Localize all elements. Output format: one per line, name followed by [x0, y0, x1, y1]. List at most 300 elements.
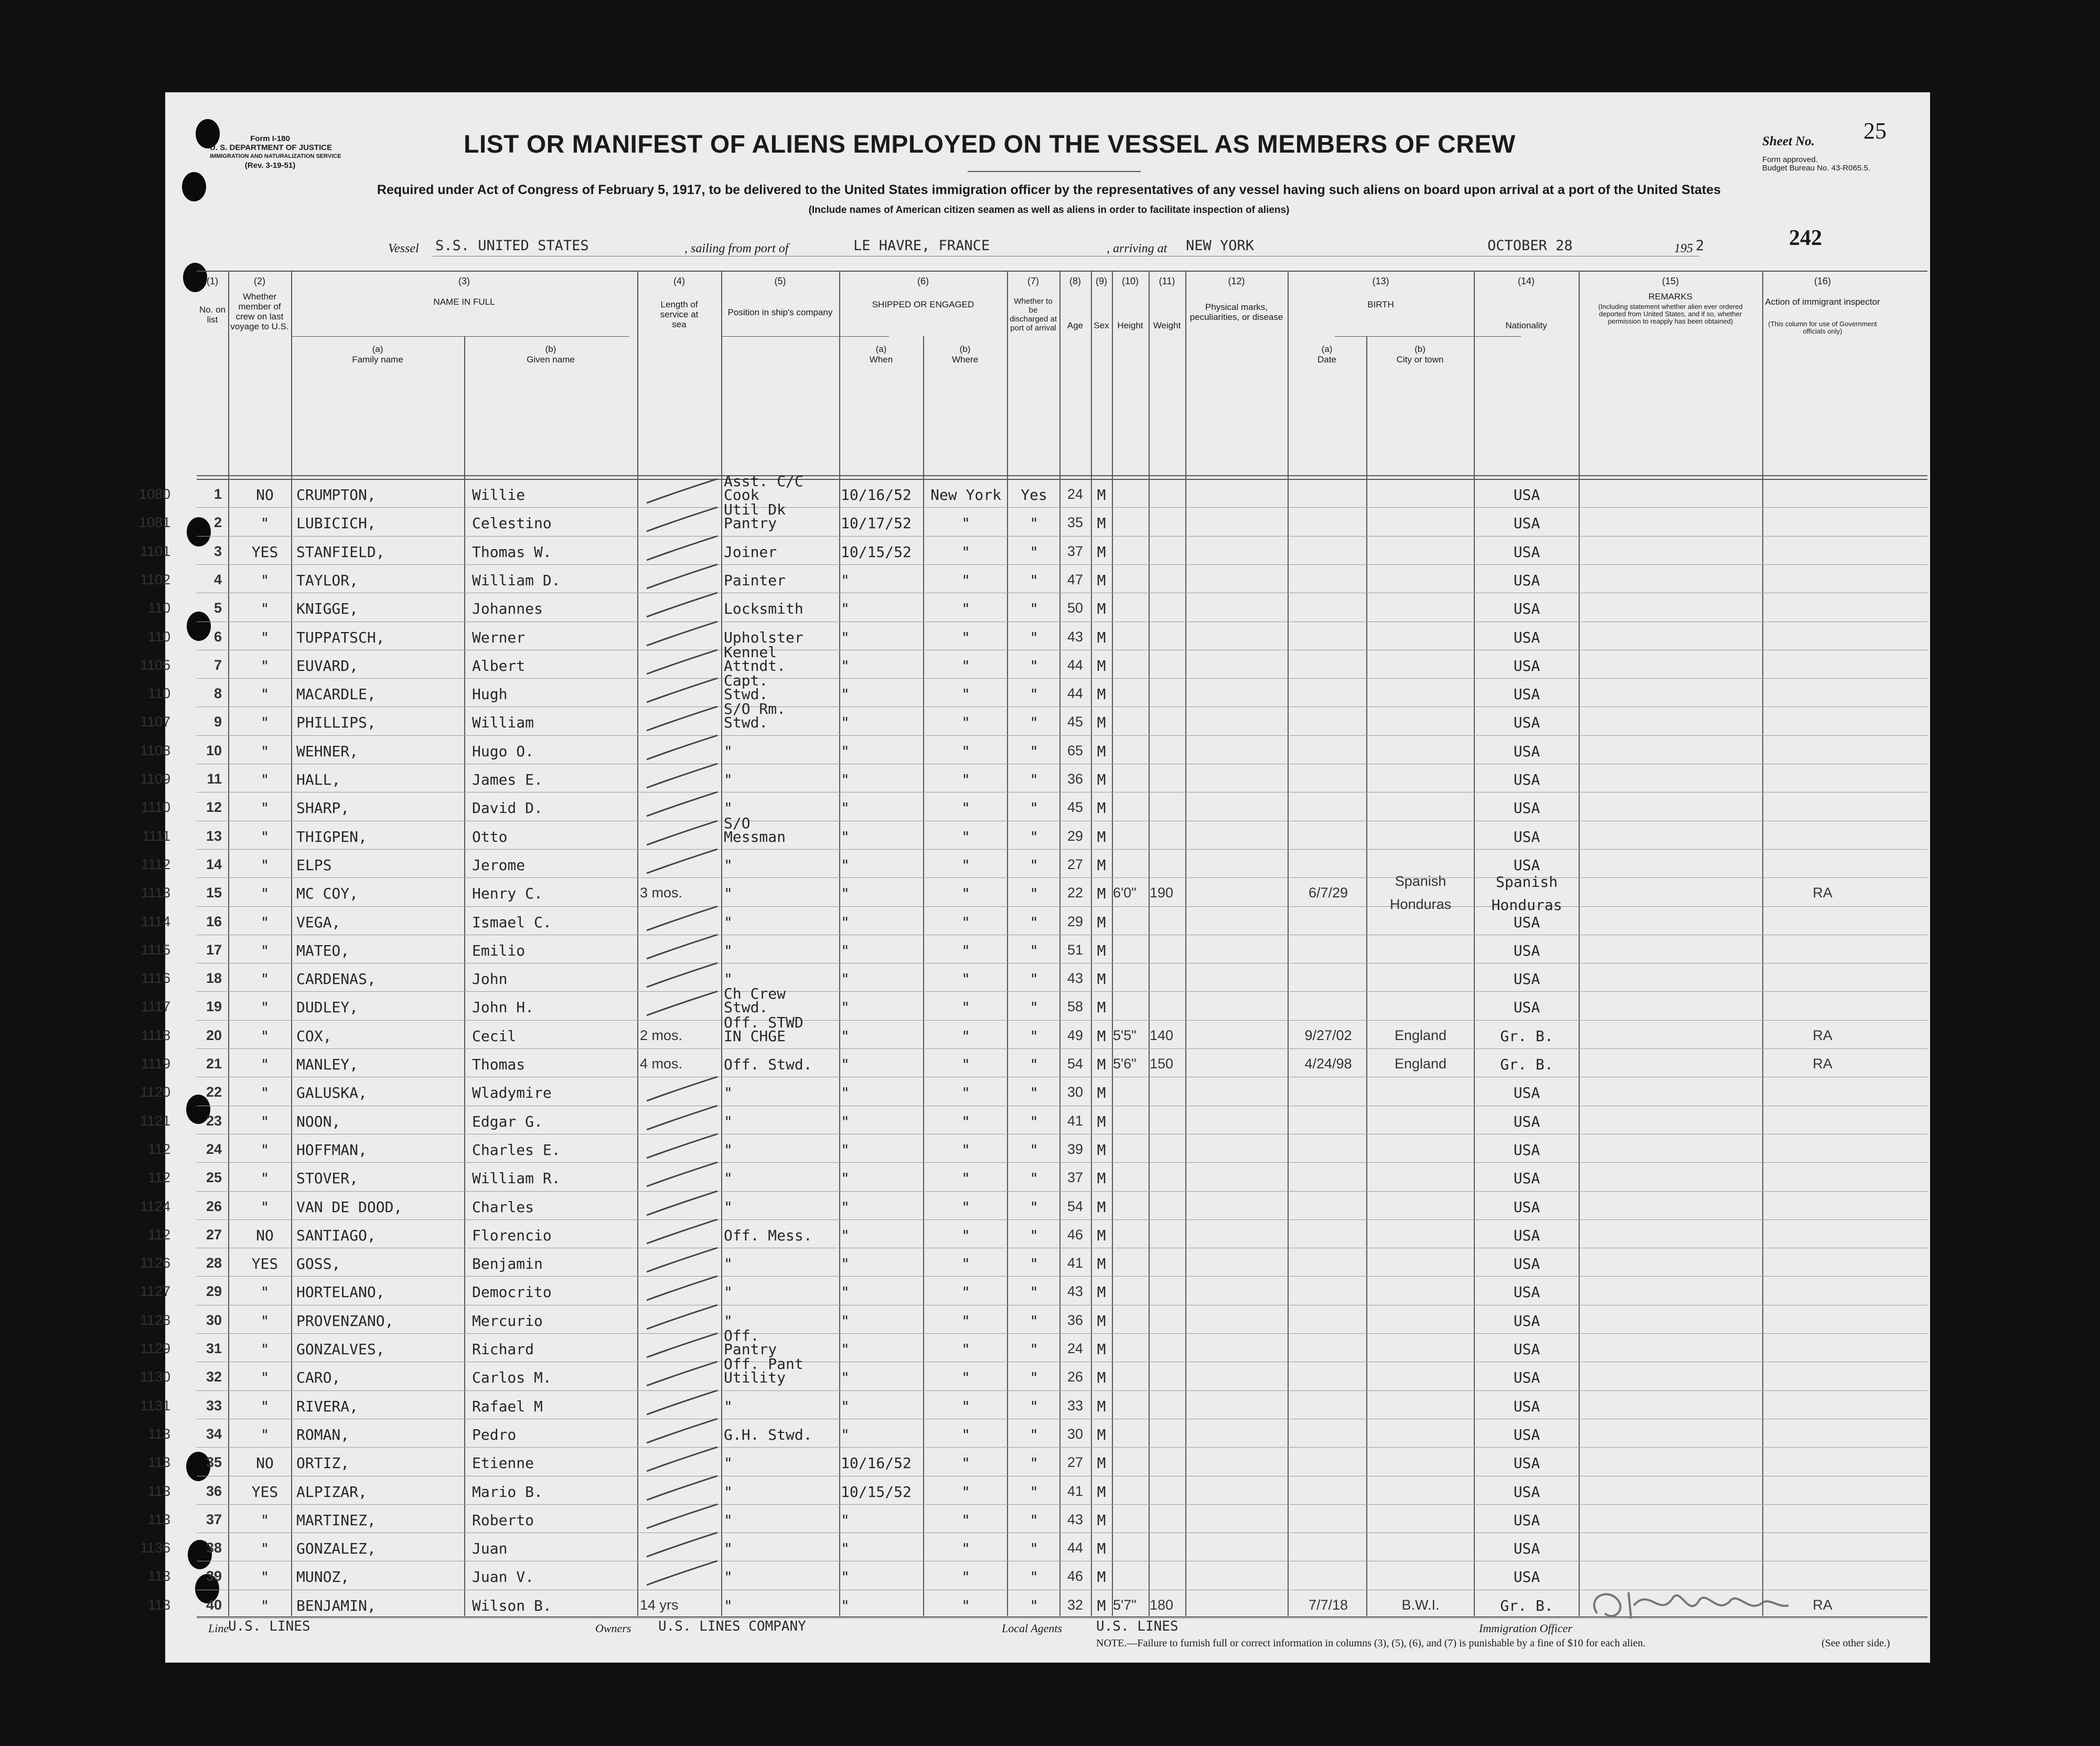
cell-pos2: " — [724, 1084, 733, 1102]
cell-pos2: " — [724, 1198, 733, 1216]
cell-where: New York — [930, 486, 1001, 504]
cell-pos2: " — [724, 1483, 733, 1501]
cell-last: " — [260, 1027, 270, 1045]
table-row — [141, 1048, 1927, 1077]
page-subtitle: Required under Act of Congress of February 5, 1917, to be delivered to the United States immigration officer by the representatives of any vessel having such aliens on board upon arrival at a port of the United States — [377, 183, 1721, 197]
cell-bdate: 9/27/02 — [1304, 1027, 1352, 1043]
list-ref-number: 112 — [147, 1170, 170, 1186]
cell-service: 2 mos. — [640, 1027, 683, 1043]
cell-pos2: " — [724, 856, 733, 874]
cell-nat: USA — [1513, 828, 1540, 845]
cell-nat: Gr. B. — [1500, 1056, 1553, 1073]
col-11-number: (11) — [1159, 276, 1175, 286]
cell-when: " — [841, 1597, 850, 1614]
col-13a-number: (a) — [1321, 344, 1333, 354]
table-row — [141, 963, 1927, 991]
col-15-header: REMARKS — [1648, 292, 1693, 302]
sailing-from-label: , sailing from port of — [684, 242, 789, 255]
cell-disch: " — [1030, 1312, 1038, 1330]
cell-family: GALUSKA, — [296, 1084, 367, 1102]
cell-given: David D. — [472, 799, 543, 817]
cell-pos2: " — [724, 1511, 733, 1529]
cell-disch: " — [1030, 714, 1038, 732]
cell-age: 30 — [1067, 1084, 1084, 1100]
cell-no: 13 — [206, 828, 222, 844]
budget-bureau-no: Budget Bureau No. 43-R065.5. — [1762, 164, 1870, 173]
cell-disch: " — [1030, 742, 1038, 760]
cell-disch: " — [1030, 628, 1038, 646]
check-stroke-icon — [641, 846, 720, 877]
col-6-header: SHIPPED OR ENGAGED — [872, 299, 974, 309]
cell-pos2: " — [724, 1112, 733, 1130]
cell-where: " — [961, 941, 970, 959]
cell-pos2: " — [724, 970, 733, 988]
cell-height: 5'5" — [1113, 1027, 1137, 1043]
cell-given: Werner — [472, 628, 526, 646]
cell-disch: " — [1030, 1141, 1038, 1159]
cell-age: 30 — [1067, 1426, 1084, 1442]
cell-last: " — [260, 628, 270, 646]
header-bottom-border-1 — [197, 475, 1927, 476]
cell-age: 43 — [1067, 1511, 1084, 1527]
cell-nat: USA — [1513, 1341, 1540, 1358]
cell-age: 27 — [1067, 856, 1084, 872]
cell-pos2: " — [724, 1283, 733, 1301]
cell-given: Edgar G. — [472, 1112, 543, 1130]
cell-given: James E. — [472, 771, 543, 788]
col-7-header: Whether to be discharged at port of arrival — [1009, 297, 1057, 333]
cell-age: 26 — [1067, 1369, 1084, 1385]
cell-family: DUDLEY, — [296, 999, 359, 1016]
col-12-number: (12) — [1228, 276, 1245, 286]
list-ref-number: 1115 — [141, 941, 170, 958]
cell-age: 50 — [1067, 600, 1084, 616]
cell-family: HORTELANO, — [296, 1283, 385, 1301]
cell-age: 36 — [1067, 771, 1084, 787]
cell-given: Juan V. — [472, 1568, 534, 1586]
cell-last: " — [260, 1283, 270, 1301]
cell-when: 10/15/52 — [841, 1483, 912, 1501]
cell-when: " — [841, 1170, 850, 1187]
cell-disch: " — [1030, 1027, 1038, 1045]
check-stroke-icon — [641, 1330, 720, 1362]
table-row — [147, 622, 1927, 650]
arriving-label: , arriving at — [1107, 242, 1167, 255]
check-stroke-icon — [641, 561, 720, 593]
table-row — [140, 764, 1927, 792]
list-ref-number: 1126 — [140, 1255, 170, 1271]
cell-nat: USA — [1513, 571, 1540, 589]
cell-no: 15 — [206, 885, 222, 901]
list-ref-number: 1121 — [140, 1112, 170, 1129]
cell-pos1: S/O — [724, 814, 751, 832]
cell-no: 2 — [213, 515, 222, 531]
cell-family: EUVARD, — [296, 657, 359, 674]
cell-nat: USA — [1513, 1170, 1540, 1187]
cell-no: 6 — [213, 628, 222, 645]
cell-nat: USA — [1513, 628, 1540, 646]
form-number-block — [210, 134, 341, 170]
cell-disch: " — [1030, 515, 1038, 532]
form-department: U. S. DEPARTMENT OF JUSTICE — [210, 143, 333, 152]
table-row — [140, 1077, 1927, 1105]
list-ref-number: 1129 — [140, 1341, 170, 1356]
check-stroke-icon — [641, 590, 720, 621]
cell-family: GONZALVES, — [296, 1341, 385, 1358]
cell-family: ROMAN, — [296, 1426, 350, 1443]
check-stroke-icon — [641, 1273, 720, 1304]
cell-age: 29 — [1067, 828, 1084, 844]
cell-weight: 140 — [1150, 1027, 1174, 1043]
sheet-number-label: Sheet No. — [1762, 134, 1815, 148]
cell-age: 24 — [1067, 486, 1084, 502]
cell-last: " — [260, 941, 270, 959]
cell-family: TUPPATSCH, — [296, 628, 385, 646]
cell-given: Albert — [472, 657, 526, 674]
cell-where: " — [961, 657, 970, 674]
list-ref-number: 1124 — [140, 1198, 170, 1214]
list-ref-number: 110 — [147, 628, 170, 645]
list-ref-number: 1102 — [140, 571, 170, 587]
col-1-header: No. on list — [199, 305, 226, 325]
cell-family: CARDENAS, — [296, 970, 376, 988]
check-stroke-icon — [641, 1444, 720, 1475]
col-1-number: (1) — [207, 276, 218, 286]
cell-disch: " — [1030, 1283, 1038, 1301]
cell-given: Willie — [472, 486, 526, 504]
cell-nat: Gr. B. — [1500, 1597, 1553, 1614]
cell-age: 58 — [1067, 999, 1084, 1015]
cell-disch: " — [1030, 543, 1038, 561]
cell-age: 54 — [1067, 1198, 1084, 1214]
owners: U.S. LINES COMPANY — [658, 1619, 806, 1634]
cell-sex: M — [1097, 1369, 1106, 1387]
cell-no: 38 — [206, 1540, 222, 1556]
cell-no: 25 — [206, 1170, 222, 1186]
line-label: Line — [208, 1622, 229, 1635]
cell-bcity: England — [1394, 1056, 1447, 1072]
cell-disch: Yes — [1021, 486, 1047, 504]
cell-nat: USA — [1513, 856, 1540, 874]
cell-when: " — [841, 685, 850, 703]
cell-when: " — [841, 1112, 850, 1130]
cell-sex: M — [1097, 1112, 1106, 1130]
cell-when: 10/15/52 — [841, 543, 912, 561]
vessel-name: S.S. UNITED STATES — [435, 238, 589, 254]
cell-disch: " — [1030, 1255, 1038, 1273]
cell-when: " — [841, 1312, 850, 1330]
cell-family: MACARDLE, — [296, 685, 376, 703]
cell-where: " — [961, 799, 970, 817]
cell-last: " — [260, 1141, 270, 1159]
cell-pos2: " — [724, 1312, 733, 1330]
table-row — [140, 1390, 1927, 1419]
cell-last: " — [260, 885, 270, 903]
cell-nat: USA — [1513, 1084, 1540, 1102]
cell-nat: USA — [1513, 714, 1540, 732]
cell-where: " — [961, 771, 970, 788]
cell-where: " — [961, 685, 970, 703]
list-ref-number: 1080 — [138, 486, 170, 502]
cell-given: Carlos M. — [472, 1369, 552, 1387]
cell-pos1: Asst. C/C — [724, 473, 803, 490]
cell-age: 46 — [1067, 1568, 1084, 1584]
cell-family: BENJAMIN, — [296, 1597, 376, 1614]
cell-family: MARTINEZ, — [296, 1511, 376, 1529]
cell-sex: M — [1097, 1454, 1106, 1472]
cell-where: " — [961, 1312, 970, 1330]
cell-no: 14 — [206, 856, 222, 872]
check-stroke-icon — [641, 1558, 720, 1589]
cell-age: 43 — [1067, 628, 1084, 645]
sailing-from-port: LE HAVRE, FRANCE — [853, 238, 990, 254]
col-9-header: Sex — [1094, 320, 1109, 330]
cell-family: VEGA, — [296, 913, 341, 931]
cell-family: SANTIAGO, — [296, 1226, 376, 1244]
table-row — [141, 873, 1927, 914]
table-row — [147, 1476, 1927, 1504]
list-ref-number: 1109 — [140, 771, 170, 787]
cell-no: 1 — [213, 486, 222, 502]
cell-disch: " — [1030, 885, 1038, 903]
cell-no: 30 — [206, 1312, 222, 1328]
cell-when: " — [841, 913, 850, 931]
check-stroke-icon — [641, 1102, 720, 1134]
cell-age: 29 — [1067, 913, 1084, 929]
cell-when: " — [841, 1540, 850, 1558]
cell-no: 5 — [213, 600, 222, 616]
check-stroke-icon — [641, 504, 720, 535]
cell-pos2: Messman — [724, 828, 786, 845]
cell-where: " — [961, 1255, 970, 1273]
cell-pos1: Ch Crew — [724, 985, 786, 1003]
table-row — [147, 672, 1927, 706]
cell-disch: " — [1030, 941, 1038, 959]
cell-family: STOVER, — [296, 1170, 359, 1187]
table-row — [147, 1447, 1927, 1475]
cell-disch: " — [1030, 1084, 1038, 1102]
cell-sex: M — [1097, 486, 1106, 504]
cell-nat: USA — [1513, 1483, 1540, 1501]
cell-sex: M — [1097, 941, 1106, 959]
cell-pos2: Locksmith — [724, 600, 803, 618]
cell-given: Florencio — [472, 1226, 552, 1244]
cell-pos2: Stwd. — [724, 685, 768, 703]
cell-given: Democrito — [472, 1283, 552, 1301]
cell-where: " — [961, 1112, 970, 1130]
table-row — [141, 1013, 1927, 1048]
cell-last: " — [260, 1568, 270, 1586]
cell-no: 16 — [206, 913, 222, 929]
cell-given: Etienne — [472, 1454, 534, 1472]
cell-last: " — [260, 1312, 270, 1330]
cell-given: Wladymire — [472, 1084, 552, 1102]
cell-age: 65 — [1067, 742, 1084, 758]
cell-last: " — [260, 571, 270, 589]
cell-sex: M — [1097, 1027, 1106, 1045]
cell-family: LUBICICH, — [296, 515, 376, 532]
cell-when: " — [841, 828, 850, 845]
cell-where: " — [961, 1170, 970, 1187]
cell-disch: " — [1030, 970, 1038, 988]
check-stroke-icon — [641, 1416, 720, 1447]
table-top-border — [197, 271, 1927, 272]
cell-nat: USA — [1513, 1369, 1540, 1387]
cell-pos2: Joiner — [724, 543, 777, 561]
cell-age: 44 — [1067, 657, 1084, 673]
cell-disch: " — [1030, 828, 1038, 845]
cell-pos1: Util Dk — [724, 501, 786, 519]
cell-where: " — [961, 1056, 970, 1073]
cell-when: 10/17/52 — [841, 515, 912, 532]
cell-last: " — [260, 1112, 270, 1130]
cell-disch: " — [1030, 913, 1038, 931]
check-stroke-icon — [641, 1131, 720, 1162]
cell-where: " — [961, 1483, 970, 1501]
cell-when: " — [841, 1255, 850, 1273]
cell-last: " — [260, 856, 270, 874]
cell-when: " — [841, 742, 850, 760]
arrival-year-digit: 2 — [1696, 238, 1705, 254]
cell-last: " — [260, 742, 270, 760]
list-ref-number: 1130 — [140, 1369, 170, 1385]
cell-nat: USA — [1513, 1141, 1540, 1159]
local-agents: U.S. LINES — [1096, 1619, 1178, 1634]
cell-last: " — [260, 1341, 270, 1358]
cell-family: ORTIZ, — [296, 1454, 350, 1472]
cell-sex: M — [1097, 515, 1106, 532]
cell-last: " — [260, 1369, 270, 1387]
table-row — [140, 735, 1927, 764]
cell-pos2: Upholster — [724, 628, 803, 646]
cell-age: 39 — [1067, 1141, 1084, 1157]
cell-given: Charles E. — [472, 1141, 561, 1159]
col-16-header: Action of immigrant inspector — [1765, 297, 1880, 307]
cell-last: NO — [256, 1454, 274, 1472]
form-service: IMMIGRATION AND NATURALIZATION SERVICE — [210, 153, 341, 159]
cell-age: 45 — [1067, 714, 1084, 730]
col-3a-header: Family name — [352, 355, 403, 365]
cell-last: " — [260, 1597, 270, 1614]
table-row — [140, 1106, 1927, 1134]
cell-age: 27 — [1067, 1454, 1084, 1471]
cell-sex: M — [1097, 1597, 1106, 1614]
cell-given: Celestino — [472, 515, 552, 532]
list-ref-number: 1107 — [140, 714, 170, 730]
cell-family: CRUMPTON, — [296, 486, 376, 504]
cell-nat: USA — [1513, 1255, 1540, 1273]
col-13-header: BIRTH — [1367, 299, 1394, 309]
cell-bdate: 6/7/29 — [1308, 885, 1348, 901]
cell-when: " — [841, 1056, 850, 1073]
cell-disch: " — [1030, 1454, 1038, 1472]
cell-nat: USA — [1513, 941, 1540, 959]
cell-age: 33 — [1067, 1397, 1084, 1413]
cell-when: " — [841, 856, 850, 874]
cell-height: 5'6" — [1113, 1056, 1137, 1072]
cell-given: Jerome — [472, 856, 526, 874]
cell-given: John H. — [472, 999, 534, 1016]
cell-pos2: Utility — [724, 1369, 786, 1387]
cell-sex: M — [1097, 1568, 1106, 1586]
cell-pos2: Pantry — [724, 515, 777, 532]
check-stroke-icon — [641, 1188, 720, 1219]
check-stroke-icon — [641, 703, 720, 735]
table-row — [140, 1355, 1927, 1390]
check-stroke-icon — [641, 960, 720, 991]
cell-family: GOSS, — [296, 1255, 341, 1273]
check-stroke-icon — [641, 732, 720, 764]
cell-no: 9 — [213, 714, 222, 730]
cell-where: " — [961, 1540, 970, 1558]
cell-given: Pedro — [472, 1426, 517, 1443]
cell-sex: M — [1097, 856, 1106, 874]
table-row — [140, 536, 1927, 564]
cell-where: " — [961, 714, 970, 732]
cell-sex: M — [1097, 571, 1106, 589]
list-ref-number: 110 — [147, 685, 170, 702]
cell-given: Wilson B. — [472, 1597, 552, 1614]
cell-sex: M — [1097, 828, 1106, 845]
cell-service: 4 mos. — [640, 1056, 683, 1072]
check-stroke-icon — [641, 675, 720, 706]
cell-where: " — [961, 1341, 970, 1358]
cell-disch: " — [1030, 1483, 1038, 1501]
table-row — [138, 501, 1927, 535]
cell-last: " — [260, 828, 270, 845]
table-row — [147, 1162, 1927, 1191]
cell-nat: USA — [1513, 799, 1540, 817]
col-16-note: (This column for use of Government officials only) — [1768, 320, 1877, 335]
cell-no: 36 — [206, 1483, 222, 1499]
cell-where: " — [961, 1454, 970, 1472]
cell-last: " — [260, 1084, 270, 1102]
cell-no: 20 — [206, 1027, 222, 1043]
col-3b-number: (b) — [545, 344, 556, 354]
cell-last: " — [260, 999, 270, 1016]
cell-nat: USA — [1513, 486, 1540, 504]
cell-action: RA — [1813, 885, 1833, 901]
cell-where: " — [961, 999, 970, 1016]
cell-last: " — [260, 799, 270, 817]
cell-no: 3 — [213, 543, 222, 559]
cell-given: Emilio — [472, 941, 526, 959]
cell-pos2: " — [724, 1540, 733, 1558]
page-title: LIST OR MANIFEST OF ALIENS EMPLOYED ON THE VESSEL AS MEMBERS OF CREW — [464, 131, 1516, 158]
cell-when: " — [841, 1141, 850, 1159]
cell-family: TAYLOR, — [296, 571, 359, 589]
col-3b-header: Given name — [527, 355, 575, 365]
cell-nat: Gr. B. — [1500, 1027, 1553, 1045]
col-2-number: (2) — [254, 276, 265, 286]
cell-bcity: B.W.I. — [1401, 1597, 1440, 1613]
check-stroke-icon — [641, 931, 720, 963]
cell-pos1: Kennel — [724, 643, 777, 661]
cell-when: " — [841, 941, 850, 959]
cell-disch: " — [1030, 1511, 1038, 1529]
cell-no: 4 — [213, 571, 222, 587]
col-8-number: (8) — [1069, 276, 1081, 286]
cell-when: " — [841, 1283, 850, 1301]
check-stroke-icon — [641, 1216, 720, 1248]
cell-nat: USA — [1513, 1397, 1540, 1415]
officer-signature-icon — [1581, 1577, 1802, 1634]
cell-age: 41 — [1067, 1483, 1084, 1499]
col-7-number: (7) — [1027, 276, 1039, 286]
sheet-number: 25 — [1863, 118, 1887, 144]
cell-sex: M — [1097, 1141, 1106, 1159]
col-9-number: (9) — [1096, 276, 1107, 286]
